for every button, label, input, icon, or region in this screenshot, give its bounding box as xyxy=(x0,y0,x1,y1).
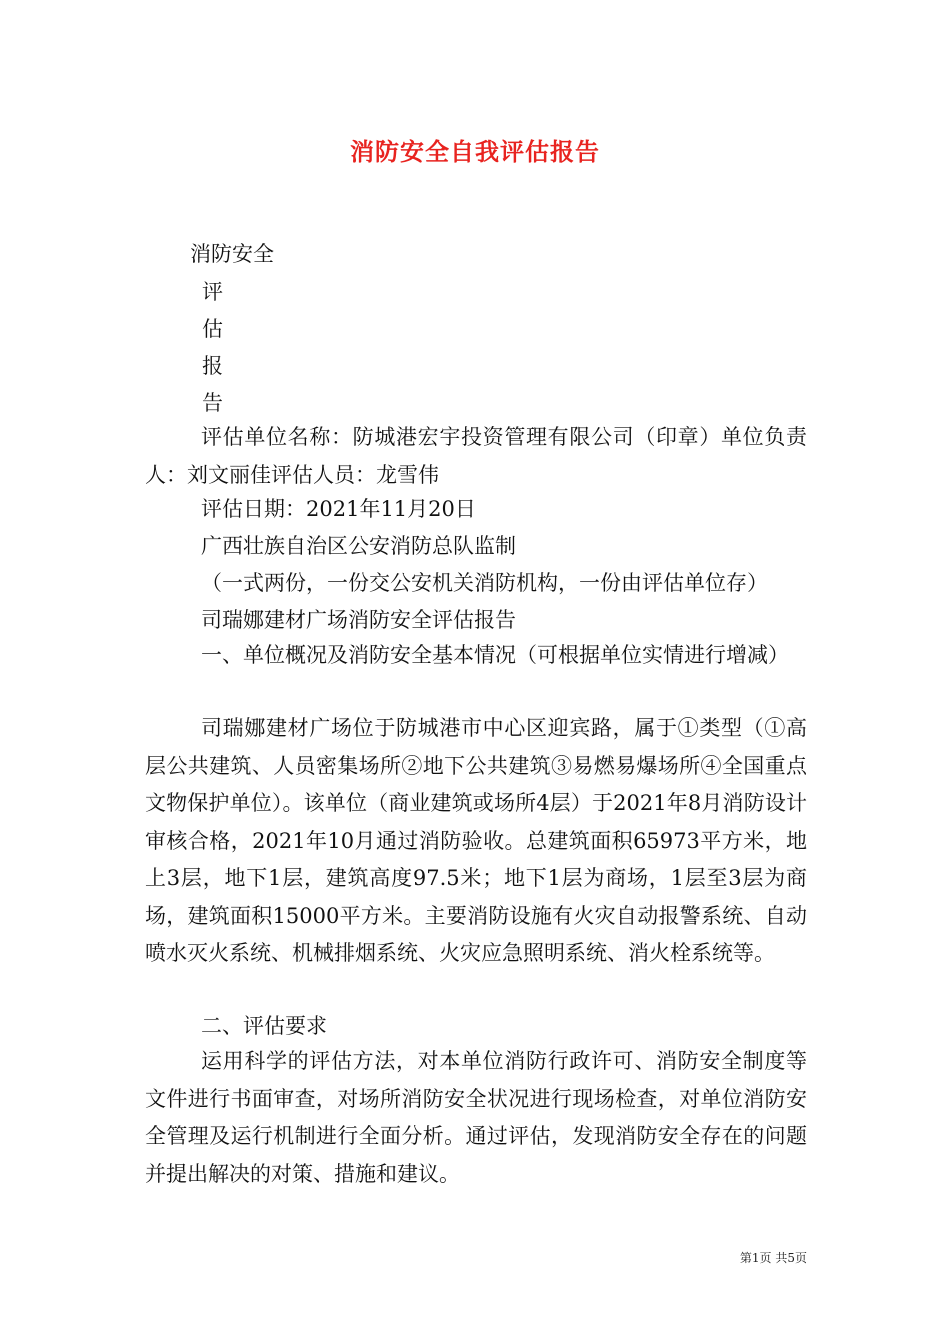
section2-heading: 二、评估要求 xyxy=(201,1014,327,1038)
supervisor-line: 广西壮族自治区公安消防总队监制 xyxy=(201,534,516,558)
cover-char-3: 报 xyxy=(202,354,223,378)
document-title: 消防安全自我评估报告 xyxy=(350,137,600,166)
cover-char-1: 评 xyxy=(202,280,223,304)
section1-heading: 一、单位概况及消防安全基本情况（可根据单位实情进行增减） xyxy=(201,643,789,667)
cover-char-4: 告 xyxy=(202,391,223,415)
report-name: 司瑞娜建材广场消防安全评估报告 xyxy=(201,608,516,632)
assessment-date: 评估日期：2021年11月20日 xyxy=(201,497,476,521)
section2-body: 运用科学的评估方法，对本单位消防行政许可、消防安全制度等文件进行书面审查，对场所消防安全状况进行现场检查，对单位消防安全管理及运行机制进行全面分析。通过评估，发现消防安全存在的问题并提出解决的对策、措施和建议。 xyxy=(145,1049,807,1186)
section1-body: 司瑞娜建材广场位于防城港市中心区迎宾路，属于①类型（①高层公共建筑、人员密集场所②地下公共建筑③易燃易爆场所④全国重点文物保护单位）。该单位（商业建筑或场所4层）于2021年8月消防设计审核合格，2021年10月通过消防验收。总建筑面积65973平方米，地上3层，地下1层，建筑高度97.5米；地下1层为商场，1层至3层为商场，建筑面积15000平方米。主要消防设施有火灾自动报警系统、自动喷水灭火系统、机械排烟系统、火灾应急照明系统、消火栓系统等。 xyxy=(145,716,807,965)
unit-info: 评估单位名称：防城港宏宇投资管理有限公司（印章）单位负责人：刘文丽佳评估人员：龙雪伟 xyxy=(145,425,807,487)
page-number: 第1页 共5页 xyxy=(739,1251,807,1265)
cover-line-title: 消防安全 xyxy=(190,242,274,266)
copies-note: （一式两份，一份交公安机关消防机构，一份由评估单位存） xyxy=(201,571,768,595)
cover-char-2: 估 xyxy=(202,317,223,341)
